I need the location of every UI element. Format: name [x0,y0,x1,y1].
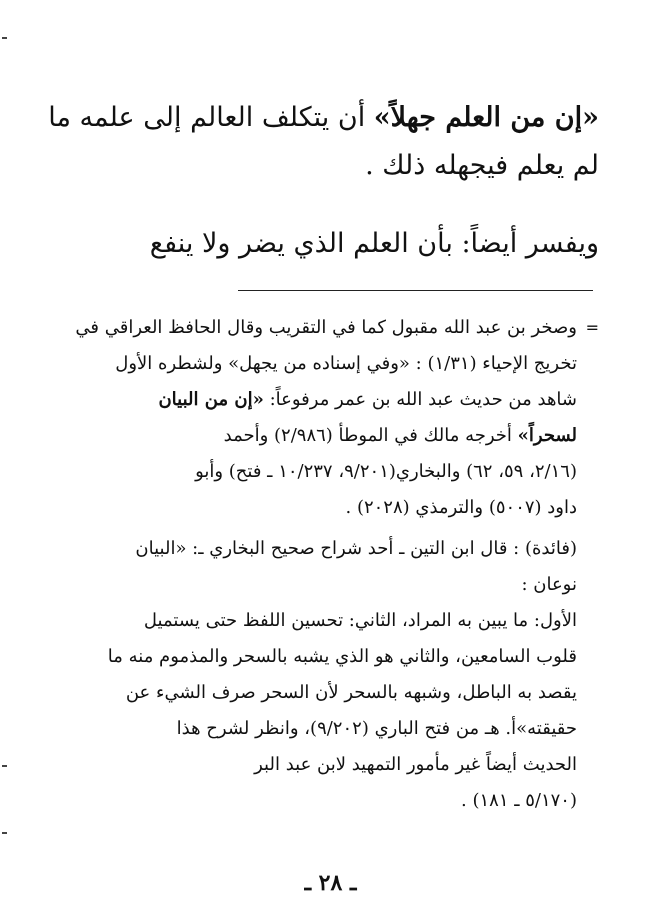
page-number: ـ ٢٨ ـ [304,870,357,896]
footnote-line: (فائدة) : قال ابن التين ـ أحد شراح صحيح البخاري ـ: «البيان [135,538,577,559]
footnote-line: داود (٥٠٠٧) والترمذي (٢٠٢٨) . [345,497,577,518]
footnote-line: وصخر بن عبد الله مقبول كما في التقريب وقال الحافظ العراقي في [75,317,577,338]
footnote-line: يقصد به الباطل، وشبهه بالسحر لأن السحر صرف الشيء عن [125,682,577,703]
footnote-line: قلوب السامعين، والثاني هو الذي يشبه بالسحر والمذموم منه ما [107,646,577,667]
footnote-line: نوعان : [521,574,577,595]
footnote-line: (٥/١٧٠ ـ ١٨١) . [461,790,577,811]
footnote-line: حقيقته»أ. هـ من فتح الباري (٩/٢٠٢)، وانظر لشرح هذا [176,718,577,739]
scan-edge-mark [2,832,7,834]
footnote-line: شاهد من حديث عبد الله بن عمر مرفوعاً: «إن من البيان [158,389,577,410]
footnote-line: الحديث أيضاً غير مأمور التمهيد لابن عبد البر [254,754,577,775]
footnote-line: الأول: ما يبين به المراد، الثاني: تحسين اللفظ حتى يستميل [143,610,577,631]
footnote-continuation-marker: = [585,318,599,337]
main-text-line-1: «إن من العلم جهلاً» أن يتكلف العالم إلى علمه ما [48,102,599,133]
main-text-line-2: لم يعلم فيجهله ذلك . [365,150,599,181]
scan-edge-mark [2,37,7,39]
footnote-line: لسحراً» أخرجه مالك في الموطأ (٢/٩٨٦) وأحمد [223,425,577,446]
footnote-separator [238,290,593,291]
main-text-line-3: ويفسر أيضاً: بأن العلم الذي يضر ولا ينفع [149,228,599,259]
footnote-line: تخريج الإحياء (١/٣١) : «وفي إسناده من يجهل» ولشطره الأول [115,353,577,374]
hadith-quote: «إن من العلم جهلاً» [373,102,599,133]
scan-edge-mark [2,765,7,767]
footnote-line: (٢/١٦، ٥٩، ٦٢) والبخاري(٩/٢٠١، ١٠/٢٣٧ ـ فتح) وأبو [195,461,577,482]
